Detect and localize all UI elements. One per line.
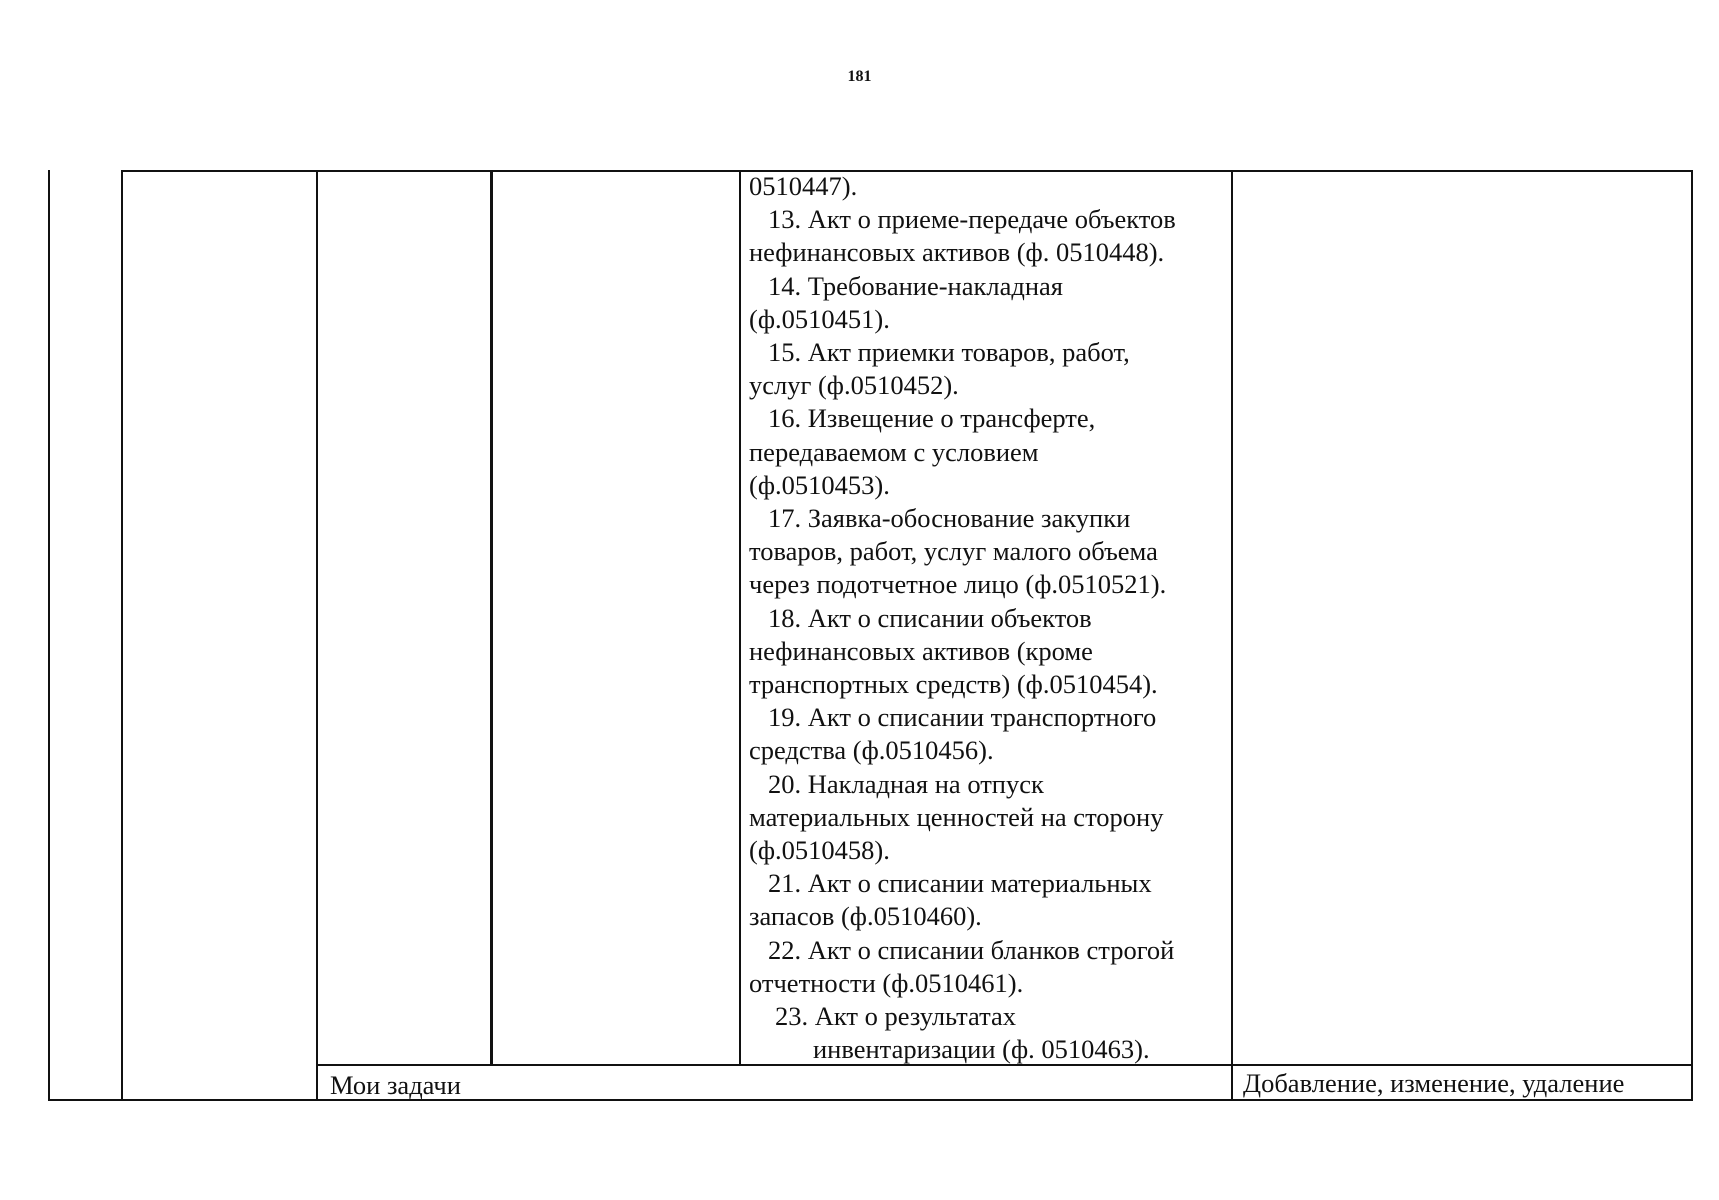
- list-line: 15. Акт приемки товаров, работ,: [768, 337, 1130, 368]
- list-line: 22. Акт о списании бланков строгой: [768, 934, 1175, 965]
- section-label-my-tasks: Мои задачи: [330, 1070, 461, 1100]
- list-line: запасов (ф.0510460).: [749, 901, 982, 932]
- list-line: отчетности (ф.0510461).: [749, 967, 1024, 998]
- column-divider-4: [739, 170, 741, 1066]
- list-line: 18. Акт о списании объектов: [768, 602, 1092, 633]
- list-line: 13. Акт о приеме-передаче объектов: [768, 204, 1176, 235]
- list-line: 0510447).: [749, 171, 858, 201]
- list-line: (ф.0510458).: [749, 835, 890, 866]
- page-number: 181: [847, 68, 872, 85]
- list-line: 17. Заявка-обоснование закупки: [768, 503, 1131, 534]
- list-line: 21. Акт о списании материальных: [768, 868, 1152, 899]
- list-line: транспортных средств) (ф.0510454).: [749, 669, 1158, 700]
- table-right-border: [1691, 170, 1693, 1101]
- list-line: нефинансовых активов (ф. 0510448).: [749, 237, 1165, 268]
- column-divider-3: [490, 170, 493, 1066]
- list-line: нефинансовых активов (кроме: [749, 635, 1093, 666]
- list-line: товаров, работ, услуг малого объема: [749, 536, 1158, 567]
- list-line: средства (ф.0510456).: [749, 735, 994, 766]
- column-divider-2: [316, 170, 318, 1101]
- list-line: 16. Извещение о трансферте,: [768, 403, 1096, 434]
- list-line: 14. Требование-накладная: [768, 270, 1063, 301]
- column-divider-1: [121, 170, 123, 1101]
- list-line: (ф.0510453).: [749, 469, 890, 500]
- document-list-cell: [749, 170, 1239, 1066]
- table-bottom-border: [48, 1099, 1693, 1101]
- list-line: материальных ценностей на сторону: [749, 801, 1164, 832]
- list-line: 23. Акт о результатах: [775, 1001, 1017, 1032]
- list-line: через подотчетное лицо (ф.0510521).: [749, 569, 1167, 600]
- list-line: услуг (ф.0510452).: [749, 370, 959, 401]
- list-line: 20. Накладная на отпуск: [768, 768, 1044, 799]
- operations-label: Добавление, изменение, удаление: [1243, 1068, 1625, 1098]
- list-line: (ф.0510451).: [749, 303, 890, 334]
- list-line: 19. Акт о списании транспортного: [768, 702, 1157, 733]
- list-line: передаваемом с условием: [749, 436, 1039, 467]
- table-left-border: [48, 170, 50, 1101]
- list-line: инвентаризации (ф. 0510463).: [813, 1034, 1150, 1065]
